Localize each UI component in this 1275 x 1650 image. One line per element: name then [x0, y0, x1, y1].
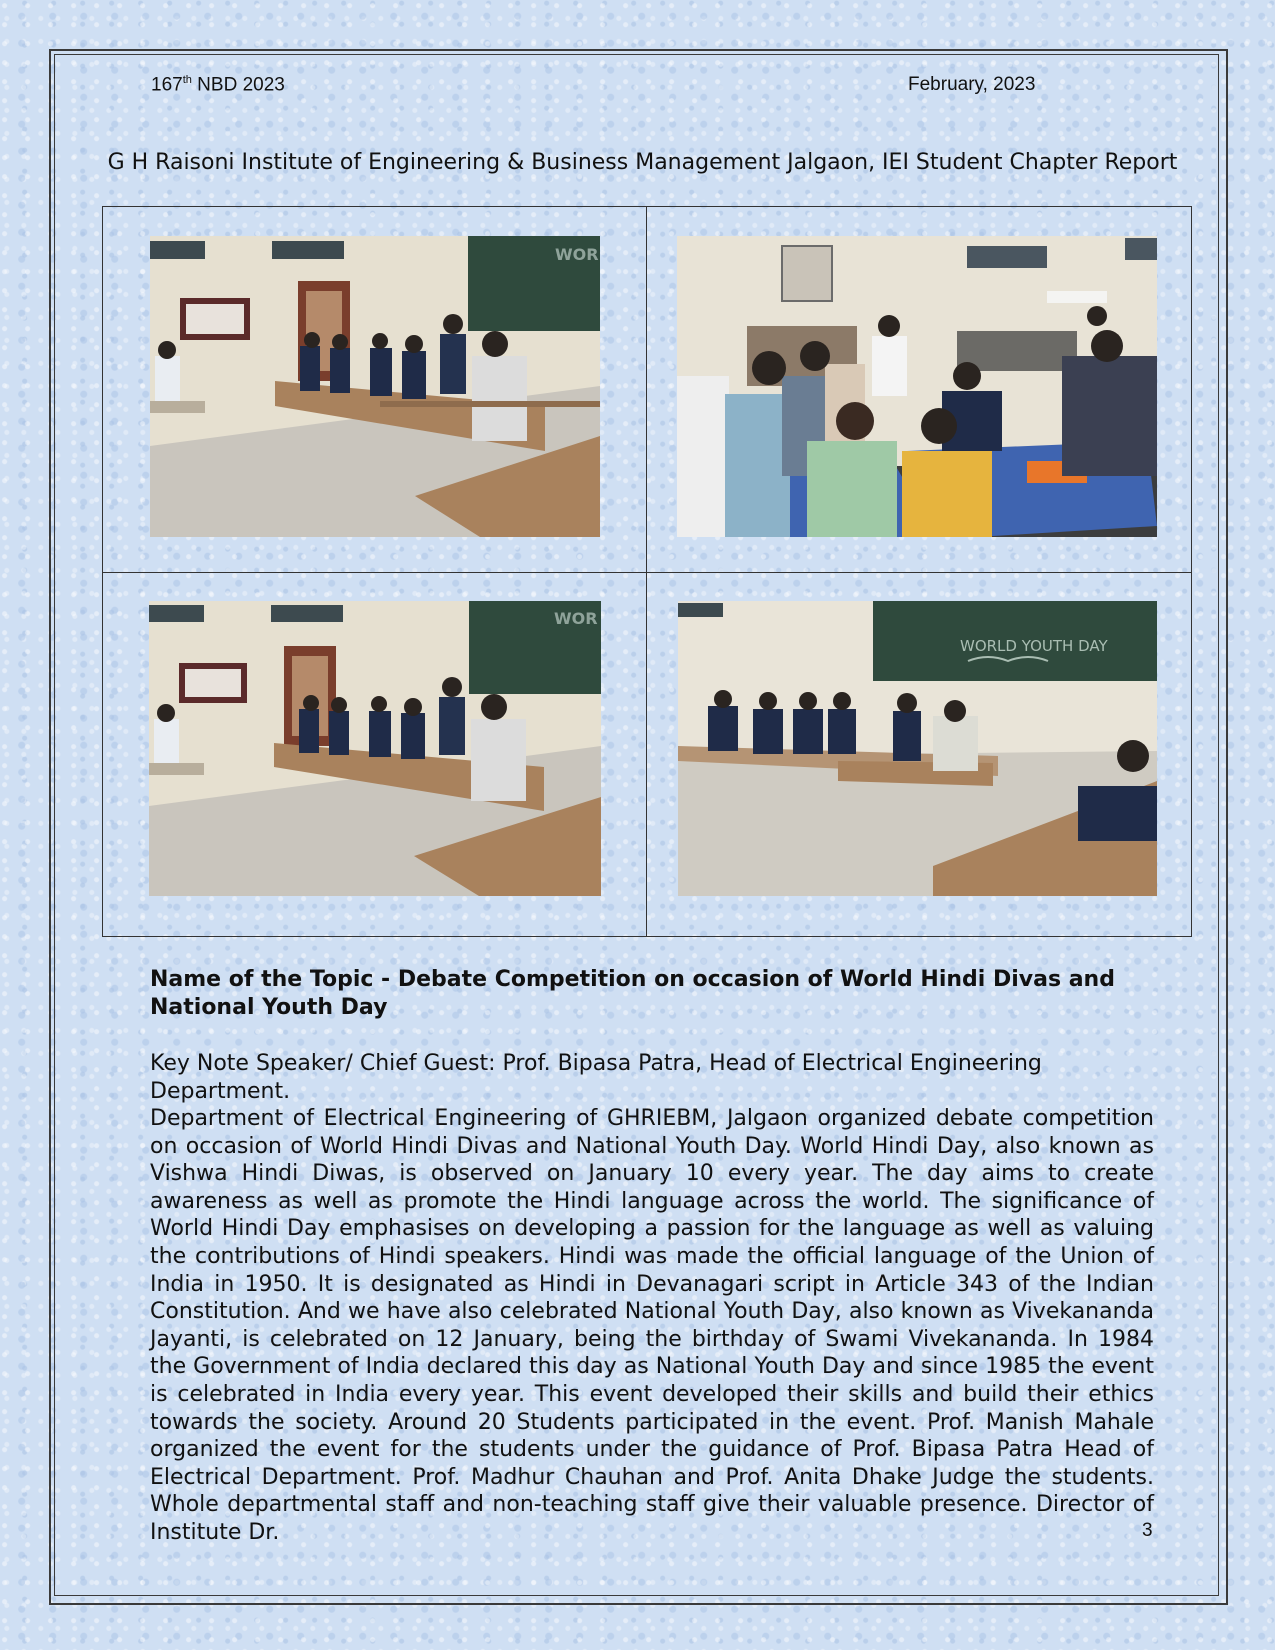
chief-guest-line: Key Note Speaker/ Chief Guest: Prof. Bipasa Patra, Head of Electrical Engineering Department. [150, 1051, 1042, 1104]
grid-horizontal-divider [102, 572, 1192, 573]
edition-label: 167th NBD 2023 [151, 74, 285, 96]
topic-heading: Name of the Topic - Debate Competition on occasion of World Hindi Divas and National Youth Day [150, 967, 1115, 1020]
event-photo-3 [149, 601, 601, 896]
page-number: 3 [1142, 1520, 1153, 1541]
event-photo-4 [678, 601, 1157, 896]
report-date: February, 2023 [908, 74, 1036, 95]
event-photo-1 [150, 236, 600, 537]
report-subtitle: G H Raisoni Institute of Engineering & Business Management Jalgaon, IEI Student Chapter Report [107, 150, 1178, 175]
chalkboard-text: WORLD YOUTH DAY [960, 637, 1108, 655]
report-body-paragraph: Department of Electrical Engineering of GHRIEBM, Jalgaon organized debate competition on occasion of World Hindi Divas and National Youth Day. World Hindi Day, also known as Vishwa Hindi Diwas, is observed on January 10 every year. The day aims to create awareness as well as promote the Hindi language across the world. The significance of World Hindi Day emphasises on developing a passion for the language as well as valuing the contributions of Hindi speakers. Hindi was made the official language of the Union of India in 1950. It is designated as Hindi in Devanagari script in Article 343 of the Indian Constitution. And we have also celebrated National Youth Day, also known as Vivekananda Jayanti, is celebrated on 12 January, being the birthday of Swami Vivekananda. In 1984 the Government of India declared this day as National Youth Day and since 1985 the event is celebrated in India every year. This event developed their skills and build their ethics towards the society. Around 20 Students participated in the event. Prof. Manish Mahale organized the event for the students under the guidance of Prof. Bipasa Patra Head of Electrical Department. Prof. Madhur Chauhan and Prof. Anita Dhake Judge the students. Whole departmental staff and non-teaching staff give their valuable presence. Director of Institute Dr. [150, 1106, 1154, 1545]
event-photo-2 [677, 236, 1157, 537]
chalkboard-text: WOR [554, 609, 598, 628]
chalkboard-text: WOR [555, 245, 599, 264]
